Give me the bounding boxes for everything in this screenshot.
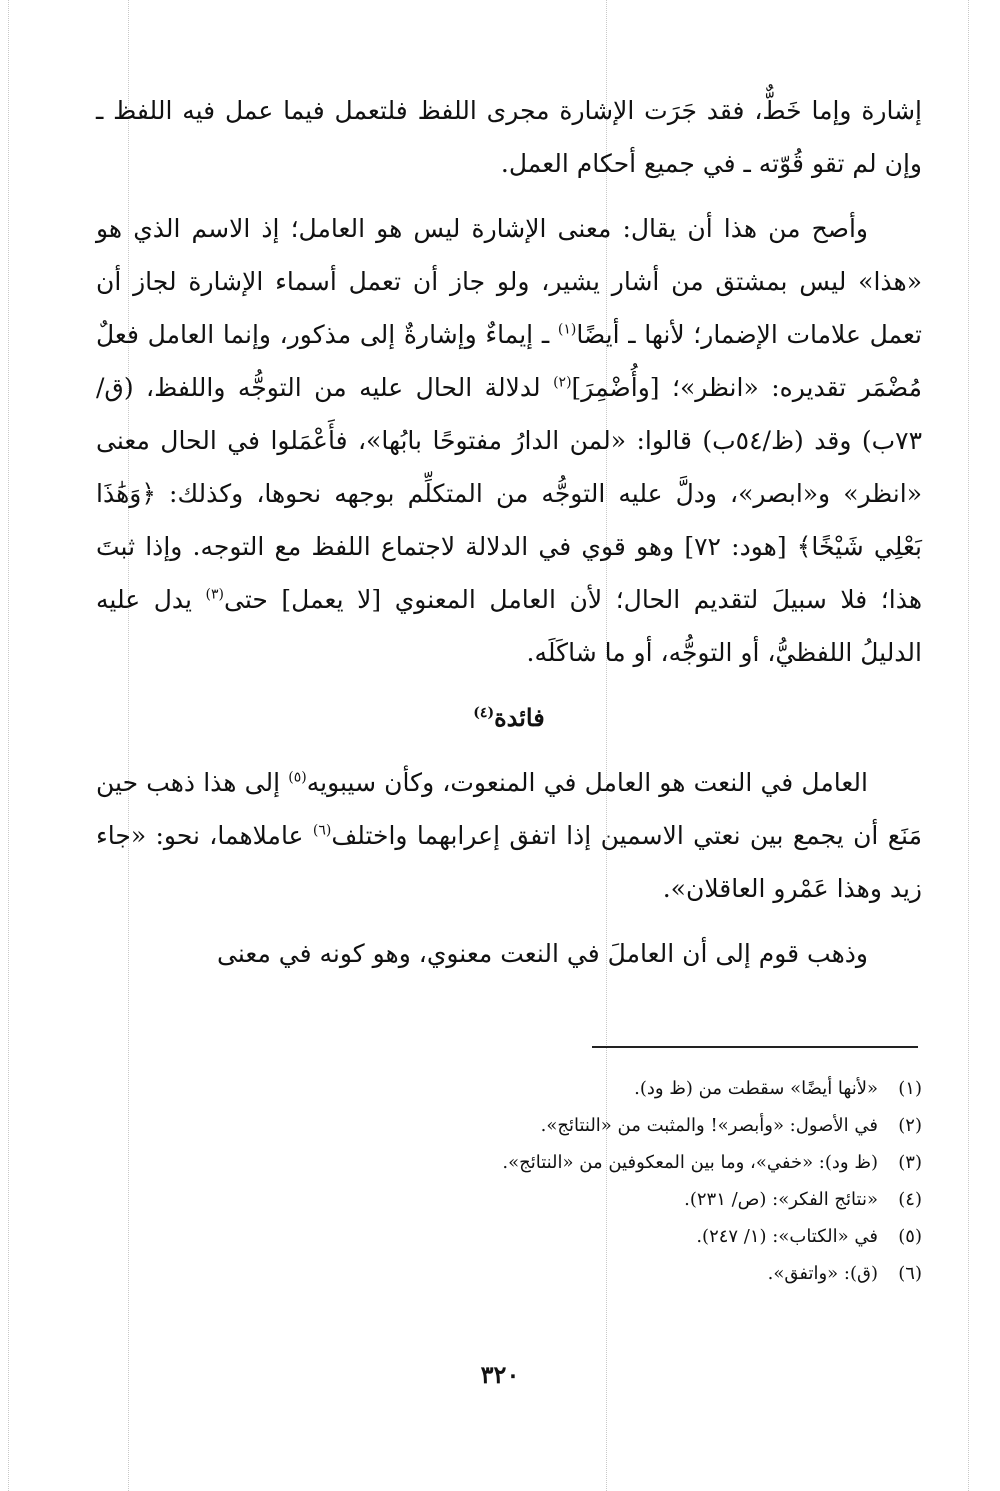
- footnote-number: (٢): [898, 1115, 922, 1136]
- page-number: ٣٢٠: [480, 1360, 520, 1389]
- paragraph-4: وذهب قوم إلى أن العاملَ في النعت معنوي، وهو كونه في معنى: [217, 939, 868, 968]
- footnote-item: [96, 1144, 922, 1181]
- footnote-text: في الأصول: «وأبصر»! والمثبت من «النتائج».: [540, 1115, 878, 1136]
- footnote-text: (ق): «واتفق».: [767, 1263, 878, 1284]
- footnote-text: (ظ ود): «خفي»، وما بين المعكوفين من «النتائج».: [502, 1152, 878, 1173]
- footnote-text: في «الكتاب»: (١/ ٢٤٧).: [696, 1226, 878, 1247]
- paragraph-2: [96, 202, 922, 679]
- footnote-separator: [592, 1046, 918, 1048]
- footnote-number: (٥): [898, 1226, 922, 1247]
- footnote-text: «لأنها أيضًا» سقطت من (ظ ود).: [634, 1078, 878, 1099]
- footnote-ref-2: (٢): [553, 374, 572, 391]
- footnote-ref-6: (٦): [312, 822, 332, 839]
- footnote-item: [96, 1255, 922, 1292]
- footnote-item: [96, 1218, 922, 1255]
- footnote-text: «نتائج الفكر»: (ص/ ٢٣١).: [684, 1189, 878, 1210]
- footnote-item: [96, 1181, 922, 1218]
- main-text: [96, 84, 922, 992]
- footnote-number: (٣): [898, 1152, 922, 1173]
- scan-artifact-line: [8, 0, 9, 1491]
- paragraph-2-text: وأصح من هذا أن يقال: معنى الإشارة ليس هو العامل؛ إذ الاسم الذي هو «هذا» ليس بمشتق من أشار يشير، ولو جاز أن تعمل أسماء الإشارة لجاز أن تعمل علامات الإضمار؛ لأنها ـ أيضًا: [96, 214, 922, 349]
- paragraph-3-text: العامل في النعت هو العامل في المنعوت، وكأن سيبويه: [306, 768, 868, 797]
- footnote-number: (٦): [898, 1263, 922, 1284]
- scan-artifact-line: [968, 0, 969, 1491]
- footnote-item: [96, 1070, 922, 1107]
- footnote-ref-1: (١): [557, 321, 577, 338]
- paragraph-2-text: يدل عليه الدليلُ اللفظيُّ، أو التوجُّه، أو ما شاكَلَه.: [96, 585, 922, 667]
- footnote-number: (١): [898, 1078, 922, 1099]
- paragraph-3-text: عاملاهما، نحو: «جاء زيد وهذا عَمْرو العاقلان».: [96, 821, 922, 903]
- paragraph-1: إشارة وإما خَطٌّ، فقد جَرَت الإشارة مجرى اللفظ فلتعمل فيما عمل فيه اللفظ ـ وإن لم تقو قُوّته ـ في جميع أحكام العمل.: [96, 96, 922, 178]
- footnote-ref-3: (٣): [205, 586, 224, 603]
- paragraph-3: [96, 756, 922, 915]
- footnote-item: [96, 1107, 922, 1144]
- paragraph-2-text: لدلالة الحال عليه من التوجُّه واللفظ، (ق/٧٣ب) وقد (ظ/٥٤ب) قالوا: «لمن الدارُ مفتوحًا بابُها»، فأَعْمَلوا في الحال معنى «انظر» و«ابصر»، ودلَّ عليه التوجُّه من المتكلِّم بوجهه نحوها، وكذلك: ﴿وَهَٰذَا بَعْلِي شَيْخًا﴾ [هود: ٧٢] وهو قوي في الدلالة لاجتماع اللفظ مع التوجه. وإذا ثبتَ هذا؛ فلا سبيلَ لتقديم الحال؛ لأن العامل المعنوي [لا يعمل] حتى: [96, 373, 922, 614]
- footnote-number: (٤): [898, 1189, 922, 1210]
- section-heading-text: فائدة: [494, 703, 545, 732]
- paragraph-2-text: ـ إيماءٌ وإشارةٌ إلى مذكور، وإنما العامل فعلٌ مُضْمَر تقديره: «انظر»؛ [وأُضْمِرَ]: [96, 320, 922, 402]
- paragraph-3-text: إلى هذا ذهب حين مَنَع أن يجمع بين نعتي الاسمين إذا اتفق إعرابهما واختلف: [96, 768, 922, 850]
- section-heading: [96, 691, 922, 744]
- footnote-ref-4: (٤): [473, 705, 495, 721]
- footnote-ref-5: (٥): [288, 769, 307, 786]
- footnotes-list: [96, 1070, 922, 1292]
